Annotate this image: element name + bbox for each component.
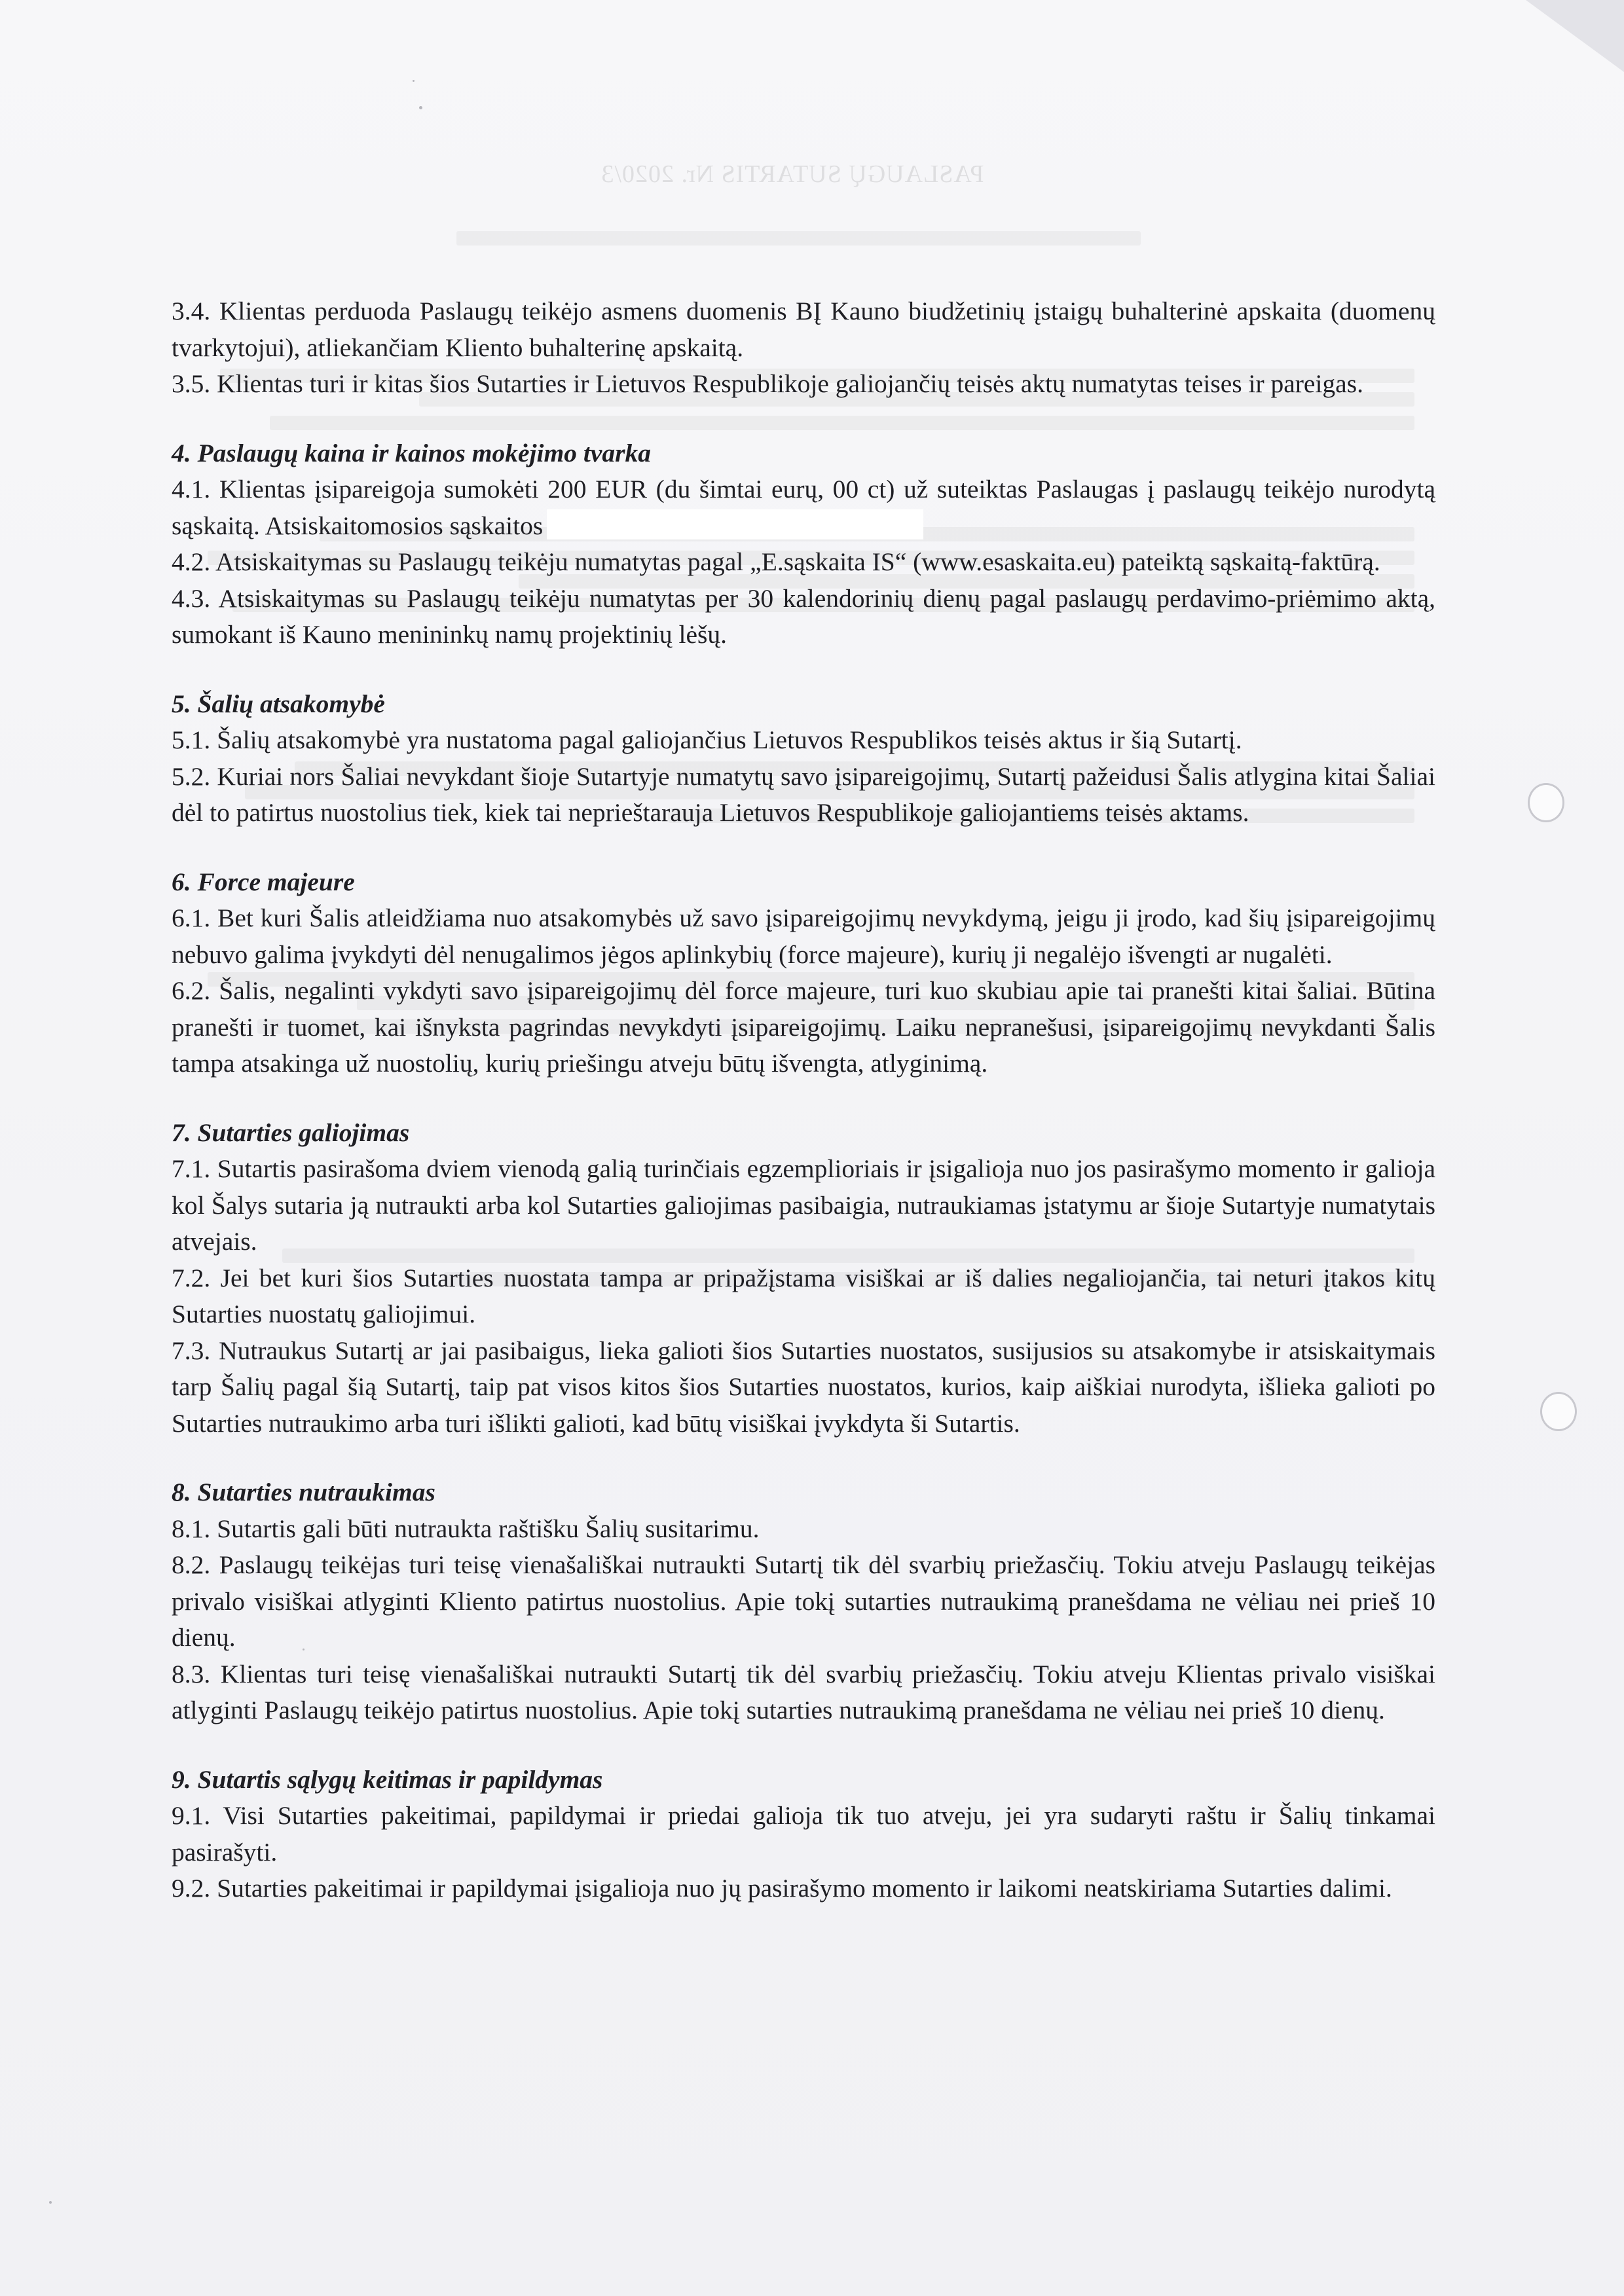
punch-hole <box>1528 783 1564 822</box>
section-title: 6. Force majeure <box>172 867 355 896</box>
clause-7-3: 7.3. Nutraukus Sutartį ar jai pasibaigus, lieka galioti šios Sutarties nuostatos, susijusios su atsakomybe ir atsiskaitymais tarp Šalių pagal šią Sutartį, taip pat visos kitos šios Sutarties nuostatos, kurios, kaip aiškiai nurodyta, išlieka galioti po Sutarties nutraukimo arba turi išlikti galioti, kad būtų visiškai įvykdyta ši Sutartis. <box>172 1336 1435 1438</box>
section-5-liability <box>172 686 1435 831</box>
section-3-continued <box>172 293 1435 403</box>
show-through-header: PASLAUGŲ SUTARTIS Nr. 2020/3 <box>600 160 984 188</box>
section-title: 7. Sutarties galiojimas <box>172 1118 410 1147</box>
section-6-force-majeure <box>172 864 1435 1082</box>
section-title: 5. Šalių atsakomybė <box>172 689 385 718</box>
clause-8-3: 8.3. Klientas turi teisę vienašališkai nutraukti Sutartį tik dėl svarbių priežasčių. Tokiu atveju Klientas privalo visiškai atlyginti Paslaugų teikėjo patirtus nuostolius. Apie tokį sutarties nutraukimą pranešdama ne vėliau nei prieš 10 dienų. <box>172 1659 1435 1724</box>
clause-7-1: 7.1. Sutartis pasirašoma dviem vienodą galią turinčiais egzemplioriais ir įsigalioja nuo jos pasirašymo momento ir galioja kol Šalys sutaria ją nutraukti arba kol Sutarties galiojimas pasibaigia, nutraukiamas įstatymu ar šioje Sutartyje numatytais atvejais. <box>172 1154 1435 1256</box>
clause-6-1: 6.1. Bet kuri Šalis atleidžiama nuo atsakomybės už savo įsipareigojimų nevykdymą, jeigu ji įrodo, kad šių įsipareigojimų nebuvo galima įvykdyti dėl nenugalimos jėgos aplinkybių (force majeure), kurių ji negalėjo išvengti ar nugalėti. <box>172 903 1435 969</box>
clause-5-1: 5.1. Šalių atsakomybė yra nustatoma pagal galiojančius Lietuvos Respublikos teisės aktus ir šią Sutartį. <box>172 725 1242 754</box>
section-title: 8. Sutarties nutraukimas <box>172 1478 435 1506</box>
scan-speck <box>49 2201 52 2204</box>
redacted-account-number <box>547 509 923 539</box>
clause-3-5: 3.5. Klientas turi ir kitas šios Sutarties ir Lietuvos Respublikoje galiojančių teisės aktų numatytas teises ir pareigas. <box>172 369 1363 398</box>
clause-4-1-text: 4.1. Klientas įsipareigoja sumokėti 200 EUR (du šimtai eurų, 00 ct) už suteiktas Paslaugas į paslaugų teikėjo nurodytą sąskaitą. Atsiskaitomosios sąskaitos <box>172 475 1435 540</box>
clause-5-2: 5.2. Kuriai nors Šaliai nevykdant šioje Sutartyje numatytų savo įsipareigojimų, Sutartį pažeidusi Šalis atlygina kitai Šaliai dėl to patirtus nuostolius tiek, kiek tai neprieštarauja Lietuvos Respublikoje galiojantiems teisės aktams. <box>172 761 1435 827</box>
clause-9-2: 9.2. Sutarties pakeitimai ir papildymai įsigalioja nuo jų pasirašymo momento ir laikomi neatskiriama Sutarties dalimi. <box>172 1874 1392 1903</box>
section-title: 9. Sutartis sąlygų keitimas ir papildymas <box>172 1764 603 1794</box>
show-through-line <box>456 231 1141 246</box>
section-9-amendments <box>172 1762 1435 1907</box>
section-title: 4. Paslaugų kaina ir kainos mokėjimo tvarka <box>172 438 651 467</box>
clause-4-1 <box>172 471 1435 544</box>
contract-body <box>172 293 1435 1907</box>
scan-speck <box>413 80 415 82</box>
clause-7-2: 7.2. Jei bet kuri šios Sutarties nuostata tampa ar pripažįstama visiškai ar iš dalies negaliojančia, tai neturi įtakos kitų Sutarties nuostatų galiojimui. <box>172 1263 1435 1328</box>
clause-8-1: 8.1. Sutartis gali būti nutraukta raštišku Šalių susitarimu. <box>172 1514 760 1543</box>
punch-hole <box>1540 1392 1577 1431</box>
clause-8-2: 8.2. Paslaugų teikėjas turi teisę vienašališkai nutraukti Sutartį tik dėl svarbių priežasčių. Tokiu atveju Paslaugų teikėjas privalo visiškai atlyginti Kliento patirtus nuostolius. Apie tokį sutarties nutraukimą pranešdama ne vėliau nei prieš 10 dienų. <box>172 1550 1435 1652</box>
clause-4-2: 4.2. Atsiskaitymas su Paslaugų teikėju numatytas pagal „E.sąskaita IS“ (www.esaskaita.eu) pateiktą sąskaitą-faktūrą. <box>172 547 1380 576</box>
clause-3-4: 3.4. Klientas perduoda Paslaugų teikėjo asmens duomenis BĮ Kauno biudžetinių įstaigų buhalterinė apskaita (duomenų tvarkytojui), atliekančiam Kliento buhalterinę apskaitą. <box>172 297 1435 362</box>
section-7-validity <box>172 1115 1435 1442</box>
section-8-termination <box>172 1474 1435 1729</box>
scan-speck <box>419 106 422 109</box>
clause-9-1: 9.1. Visi Sutarties pakeitimai, papildymai ir priedai galioja tik tuo atveju, jei yra sudaryti raštu ir Šalių tinkamai pasirašyti. <box>172 1801 1435 1867</box>
page-corner-fold <box>1526 0 1624 72</box>
section-4-price-and-payment <box>172 435 1435 653</box>
clause-6-2: 6.2. Šalis, negalinti vykdyti savo įsipareigojimų dėl force majeure, turi kuo skubiau apie tai pranešti kitai šaliai. Būtina pranešti ir tuomet, kai išnyksta pagrindas nevykdyti įsipareigojimų. Laiku nepranešusi, įsipareigojimų nevykdanti Šalis tampa atsakinga už nuostolių, kurių priešingu atveju būtų išvengta, atlyginimą. <box>172 976 1435 1078</box>
clause-4-3: 4.3. Atsiskaitymas su Paslaugų teikėju numatytas per 30 kalendorinių dienų pagal paslaugų perdavimo-priėmimo aktą, sumokant iš Kauno menininkų namų projektinių lėšų. <box>172 583 1435 649</box>
